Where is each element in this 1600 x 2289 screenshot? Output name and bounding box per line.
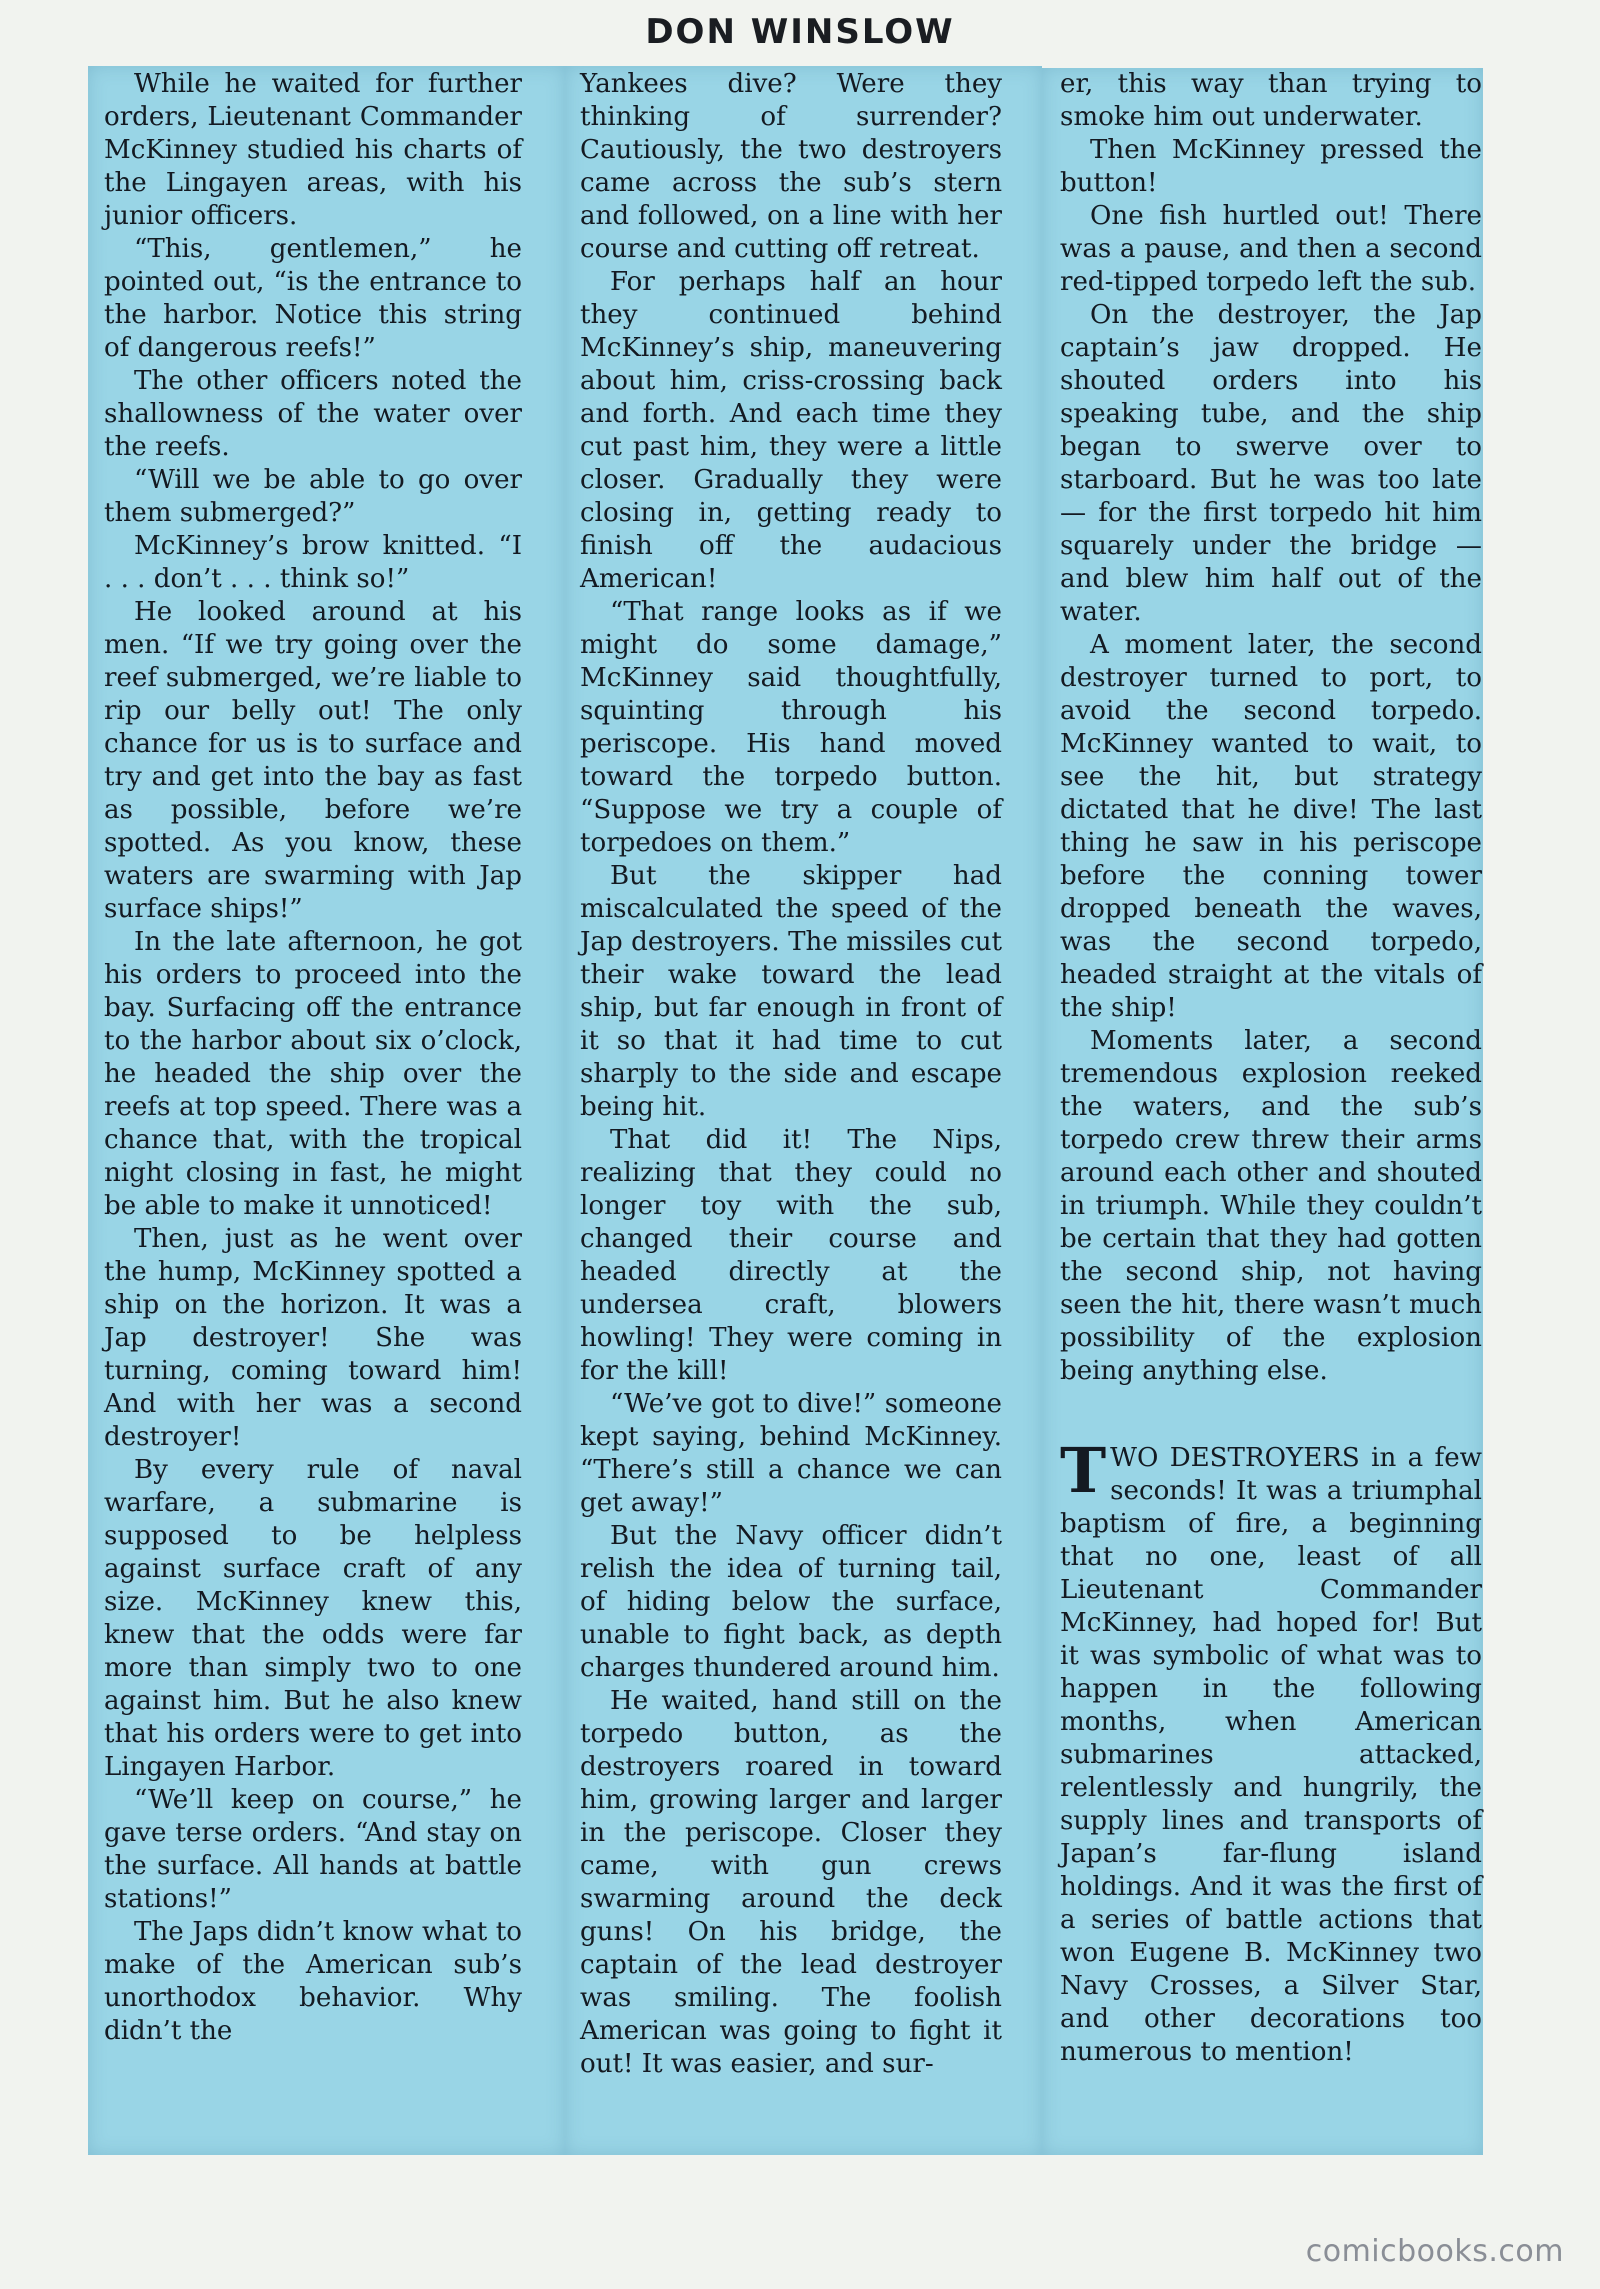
drop-cap: T	[1060, 1434, 1107, 1507]
paragraph: One fish hurtled out! There was a pause, and then a second red-tipped torpedo left the sub.	[1060, 201, 1482, 297]
paragraph: A moment later, the second destroyer turned to port, to avoid the second torpedo. McKinney wanted to wait, to see the hit, but strategy dictated that he dive! The last thing he saw in his periscope before the conning tower dropped beneath the waves, was the second torpedo, headed straight at the vitals of the ship!	[1060, 630, 1482, 1023]
section-spacer	[1060, 1388, 1482, 1442]
paragraph: In the late afternoon, he got his orders to proceed into the bay. Surfacing off the entrance to the harbor about six o’clock, he headed the ship over the reefs at top speed. There was a chance that, with the tropical night closing in fast, he might be able to make it unnoticed!	[104, 927, 522, 1221]
paragraph: “That range looks as if we might do some damage,” McKinney said thoughtfully, squinting through his periscope. His hand moved toward the torpedo button. “Suppose we try a couple of torpedoes on them.”	[580, 597, 1002, 858]
watermark: comicbooks.com	[1305, 2234, 1564, 2269]
text-column-1	[104, 68, 522, 2048]
paragraph: Then McKinney pressed the button!	[1060, 135, 1482, 198]
paragraph: “This, gentlemen,” he pointed out, “is the entrance to the harbor. Notice this string of dangerous reefs!”	[104, 234, 522, 363]
closing-paragraph-text: WO DESTROYERS in a few seconds! It was a triumphal baptism of fire, a beginning that no one, least of all Lieutenant Commander McKinney, had hoped for! But it was symbolic of what was to happen in the following months, when American submarines attacked, relentlessly and hungrily, the supply lines and transports of Japan’s far-flung island holdings. And it was the first of a series of battle actions that won Eugene B. McKinney two Navy Crosses, a Silver Star, and other decorations too numerous to mention!	[1060, 1443, 1482, 2067]
page-title: DON WINSLOW	[645, 12, 955, 52]
paragraph: While he waited for further orders, Lieutenant Commander McKinney studied his charts of the Lingayen areas, with his junior officers.	[104, 69, 522, 231]
paragraph: “We’ll keep on course,” he gave terse orders. “And stay on the surface. All hands at battle stations!”	[104, 1785, 522, 1914]
paragraph: Moments later, a second tremendous explosion reeked the waters, and the sub’s torpedo crew threw their arms around each other and shouted in triumph. While they couldn’t be certain that they had gotten the second ship, not having seen the hit, there wasn’t much possibility of the explosion being anything else.	[1060, 1026, 1482, 1386]
paragraph: But the skipper had miscalculated the speed of the Jap destroyers. The missiles cut their wake toward the lead ship, but far enough in front of it so that it had time to cut sharply to the side and escape being hit.	[580, 861, 1002, 1122]
closing-paragraph	[1060, 1434, 1482, 2069]
paragraph: The other officers noted the shallowness of the water over the reefs.	[104, 366, 522, 462]
paragraph: By every rule of naval warfare, a submarine is supposed to be helpless against surface craft of any size. McKinney knew this, knew that the odds were far more than simply two to one against him. But he also knew that his orders were to get into Lingayen Harbor.	[104, 1455, 522, 1782]
paragraph: McKinney’s brow knitted. “I . . . don’t . . . think so!”	[104, 531, 522, 594]
paragraph: On the destroyer, the Jap captain’s jaw dropped. He shouted orders into his speaking tube, and the ship began to swerve over to starboard. But he was too late — for the first torpedo hit him squarely under the bridge — and blew him half out of the water.	[1060, 300, 1482, 627]
text-column-2	[580, 68, 1002, 2081]
paragraph: He waited, hand still on the torpedo button, as the destroyers roared in toward him, growing larger and larger in the periscope. Closer they came, with gun crews swarming around the deck guns! On his bridge, the captain of the lead destroyer was smiling. The foolish American was going to fight it out! It was easier, and sur-	[580, 1686, 1002, 2079]
text-column-3	[1060, 68, 1482, 2069]
paragraph: “Will we be able to go over them submerged?”	[104, 465, 522, 528]
paragraph: But the Navy officer didn’t relish the idea of turning tail, of hiding below the surface, unable to fight back, as depth charges thundered around him.	[580, 1521, 1002, 1683]
paragraph: That did it! The Nips, realizing that they could no longer toy with the sub, changed their course and headed directly at the undersea craft, blowers howling! They were coming in for the kill!	[580, 1125, 1002, 1386]
paragraph: Then, just as he went over the hump, McKinney spotted a ship on the horizon. It was a Jap destroyer! She was turning, coming toward him! And with her was a second destroyer!	[104, 1224, 522, 1452]
paragraph: For perhaps half an hour they continued behind McKinney’s ship, maneuvering about him, criss-crossing back and forth. And each time they cut past him, they were a little closer. Gradually they were closing in, getting ready to finish off the audacious American!	[580, 267, 1002, 594]
paragraph: He looked around at his men. “If we try going over the reef submerged, we’re liable to rip our belly out! The only chance for us is to surface and try and get into the bay as fast as possible, before we’re spotted. As you know, these waters are swarming with Jap surface ships!”	[104, 597, 522, 924]
paragraph: The Japs didn’t know what to make of the American sub’s unorthodox behavior. Why didn’t the	[104, 1917, 522, 2046]
paragraph: “We’ve got to dive!” someone kept saying, behind McKinney. “There’s still a chance we can get away!”	[580, 1389, 1002, 1518]
paragraph: Yankees dive? Were they thinking of surrender? Cautiously, the two destroyers came across the sub’s stern and followed, on a line with her course and cutting off retreat.	[580, 69, 1002, 264]
paragraph: er, this way than trying to smoke him out underwater.	[1060, 69, 1482, 132]
